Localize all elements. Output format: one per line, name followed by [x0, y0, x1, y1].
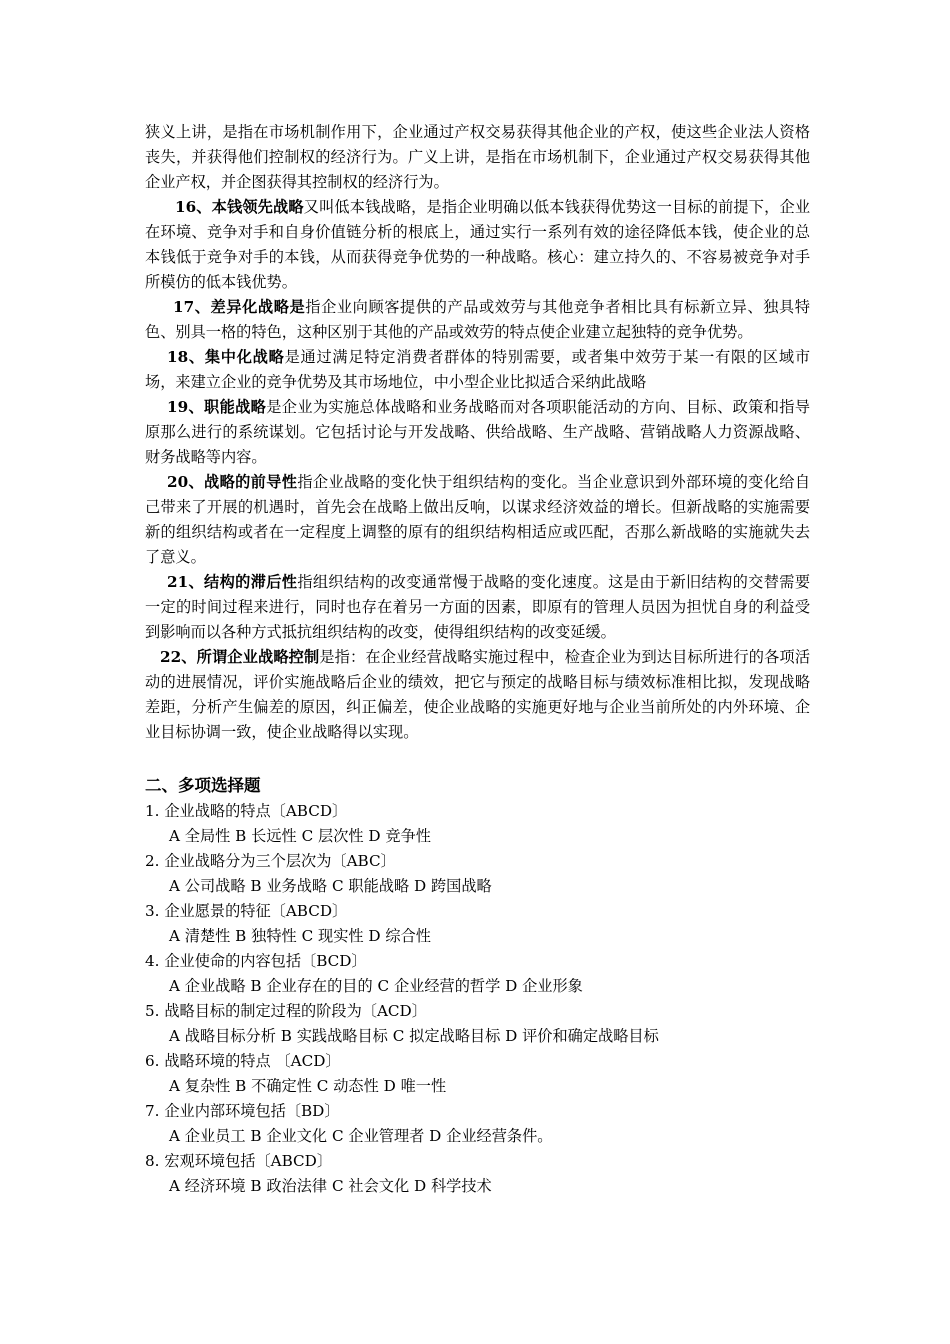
- paragraph-differentiation: [145, 295, 810, 345]
- question-list: [145, 799, 810, 1199]
- question-options: A 清楚性 B 独特性 C 现实性 D 综合性: [169, 927, 431, 945]
- term-number: 16、: [175, 198, 212, 216]
- paragraph-text: 指组织结构的改变通常慢于战略的变化速度。这是由于新旧结构的交替需要一定的时间过程来进行，同时也存在着另一方面的因素，即原有的管理人员因为担忧自身的利益受到影响而以各种方式抵抗组织结构的改变，使得组织结构的改变延缓。: [145, 573, 811, 641]
- paragraph-acquisition-definition: [145, 120, 810, 195]
- paragraph-text: 是企业为实施总体战略和业务战略而对各项职能活动的方向、目标、政策和指导原那么进行的系统谋划。它包括讨论与开发战略、供给战略、生产战略、营销战略人力资源战略、财务战略等内容。: [145, 398, 811, 466]
- question-stem: 2. 企业战略分为三个层次为〔ABC〕: [145, 852, 396, 870]
- question-stem: 5. 战略目标的制定过程的阶段为〔ACD〕: [145, 1002, 427, 1020]
- section-title: 二、多项选择题: [145, 776, 261, 795]
- paragraph-functional-strategy: [145, 395, 810, 470]
- question-stem: 4. 企业使命的内容包括〔BCD〕: [145, 952, 367, 970]
- term-number: 19、: [167, 398, 205, 416]
- question-item: [145, 999, 810, 1049]
- document-page: [145, 120, 810, 1199]
- term-number: 20、: [167, 473, 205, 491]
- term-label: 集中化战略: [204, 348, 285, 366]
- paragraph-text: 又叫低本钱战略，是指企业明确以低本钱获得优势这一目标的前提下，企业在环境、竞争对手和自身价值链分析的根底上，通过实行一系列有效的途径降低本钱，使企业的总本钱低于竞争对手的本钱，从而获得竞争优势的一种战略。核心：建立持久的、不容易被竞争对手所模仿的低本钱优势。: [145, 198, 811, 291]
- question-options: A 战略目标分析 B 实践战略目标 C 拟定战略目标 D 评价和确定战略目标: [169, 1027, 659, 1045]
- paragraph-focus-strategy: [145, 345, 810, 395]
- term-label: 差异化战略是: [210, 298, 306, 316]
- question-item: [145, 949, 810, 999]
- term-number: 18、: [167, 348, 205, 366]
- term-number: 22、: [160, 648, 197, 666]
- term-number: 17、: [173, 298, 211, 316]
- question-stem: 6. 战略环境的特点 〔ACD〕: [145, 1052, 341, 1070]
- question-options: A 经济环境 B 政治法律 C 社会文化 D 科学技术: [169, 1177, 492, 1195]
- paragraph-strategic-control: [145, 645, 810, 745]
- term-label: 结构的滞后性: [204, 573, 298, 591]
- question-options: A 企业员工 B 企业文化 C 企业管理者 D 企业经营条件。: [169, 1127, 553, 1145]
- question-item: [145, 849, 810, 899]
- question-item: [145, 799, 810, 849]
- question-stem: 1. 企业战略的特点〔ABCD〕: [145, 802, 348, 820]
- question-item: [145, 1049, 810, 1099]
- question-item: [145, 1099, 810, 1149]
- paragraph-text: 指企业向顾客提供的产品或效劳与其他竞争者相比具有标新立异、独具特色、别具一格的特色，这种区别于其他的产品或效劳的特点使企业建立起独特的竞争优势。: [145, 298, 810, 341]
- paragraph-text: 狭义上讲，是指在市场机制作用下，企业通过产权交易获得其他企业的产权，使这些企业法人资格丧失，并获得他们控制权的经济行为。广义上讲，是指在市场机制下，企业通过产权交易获得其他企业产权，并企图获得其控制权的经济行为。: [145, 123, 810, 191]
- paragraph-cost-leadership: [145, 195, 810, 295]
- term-label: 本钱领先战略: [211, 198, 304, 216]
- question-options: A 复杂性 B 不确定性 C 动态性 D 唯一性: [169, 1077, 447, 1095]
- paragraph-text: 是通过满足特定消费者群体的特别需要，或者集中效劳于某一有限的区域市场，来建立企业的竞争优势及其市场地位，中小型企业比拟适合采纳此战略: [145, 348, 811, 391]
- question-options: A 全局性 B 长远性 C 层次性 D 竞争性: [169, 827, 431, 845]
- question-stem: 7. 企业内部环境包括〔BD〕: [145, 1102, 340, 1120]
- paragraph-structure-lag: [145, 570, 810, 645]
- question-item: [145, 1149, 810, 1199]
- paragraph-strategy-leading: [145, 470, 810, 570]
- term-label: 职能战略: [204, 398, 267, 416]
- question-stem: 8. 宏观环境包括〔ABCD〕: [145, 1152, 333, 1170]
- question-stem: 3. 企业愿景的特征〔ABCD〕: [145, 902, 348, 920]
- term-label: 战略的前导性: [204, 473, 298, 491]
- paragraph-text: 指企业战略的变化快于组织结构的变化。当企业意识到外部环境的变化给自己带来了开展的机遇时，首先会在战略上做出反响，以谋求经济效益的增长。但新战略的实施需要新的组织结构或者在一定程度上调整的原有的组织结构相适应或匹配，否那么新战略的实施就失去了意义。: [145, 473, 811, 566]
- question-options: A 公司战略 B 业务战略 C 职能战略 D 跨国战略: [169, 877, 492, 895]
- term-label: 所谓企业战略控制: [196, 648, 320, 666]
- question-item: [145, 899, 810, 949]
- term-number: 21、: [167, 573, 205, 591]
- paragraph-text: 是指：在企业经营战略实施过程中，检查企业为到达目标所进行的各项活动的进展情况，评价实施战略后企业的绩效，把它与预定的战略目标与绩效标准相比拟，发现战略差距，分析产生偏差的原因，纠正偏差，使企业战略的实施更好地与企业当前所处的内外环境、企业目标协调一致，使企业战略得以实现。: [145, 648, 811, 741]
- question-options: A 企业战略 B 企业存在的目的 C 企业经营的哲学 D 企业形象: [169, 977, 583, 995]
